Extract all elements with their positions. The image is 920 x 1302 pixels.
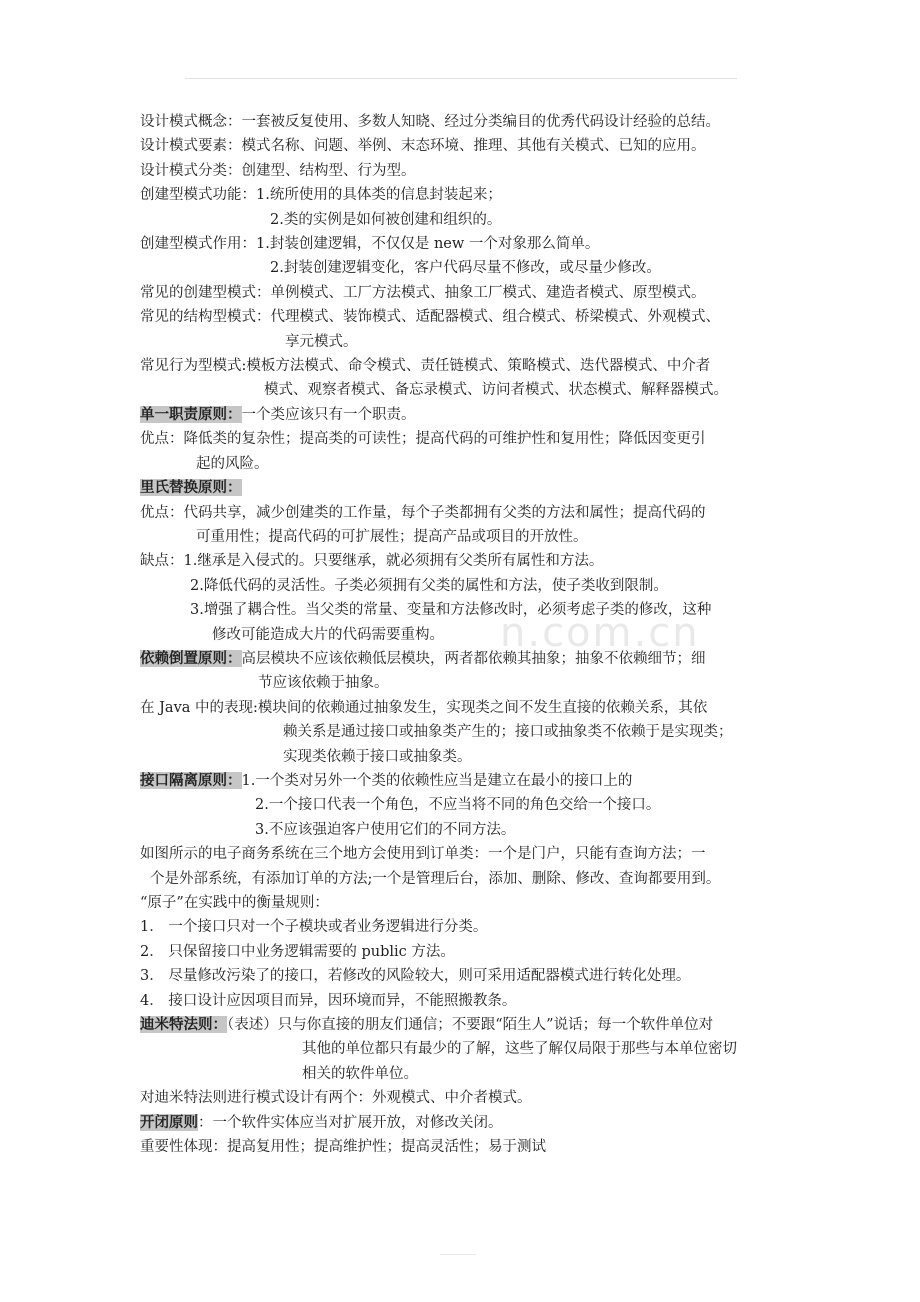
text: 2． 只保留接口中业务逻辑需要的 public 方法。 [140,943,455,960]
text-line [140,1013,790,1037]
text: 节应该依赖于抽象。 [258,675,389,692]
text-line [140,647,790,671]
text: 设计模式概念：一套被反复使用、多数人知晓、经过分类编目的优秀代码设计经验的总结。 [140,114,720,130]
text-line [140,793,790,817]
footer-mark [440,1254,476,1255]
text: 可重用性；提高代码的可扩展性；提高产品或项目的开放性。 [196,528,588,545]
text-line [140,110,790,134]
text: 一个类应该只有一个职责。 [241,406,416,423]
text: 创建型模式功能：1.统所使用的具体类的信息封装起来； [140,187,502,204]
text: 2.类的实例是如何被创建和组织的。 [270,211,502,228]
text: “原子”在实践中的衡量规则： [140,895,329,911]
text: 2.封装创建逻辑变化，客户代码尽量不修改，或尽量少修改。 [270,260,661,277]
ocp-heading: 开闭原则 [140,1113,198,1131]
text: 如图所示的电子商务系统在三个地方会使用到订单类：一个是门户，只能有查询方法；一 [140,846,706,863]
text: 常见的创建型模式：单例模式、工厂方法模式、抽象工厂模式、建造者模式、原型模式。 [140,284,706,301]
text: 实现类依赖于接口或抽象类。 [283,748,472,765]
text: 缺点：1.继承是入侵式的。只要继承，就必须拥有父类所有属性和方法。 [140,553,604,570]
text-line [140,745,790,769]
text-line [140,720,790,744]
text-line [140,501,790,525]
lod-heading: 迪米特法则： [140,1016,227,1034]
text-line [140,525,790,549]
text-line [140,452,790,476]
text-line [140,574,790,598]
text-line [140,989,790,1013]
text-line [140,623,790,647]
text: 设计模式要素：模式名称、问题、举例、末态环境、推理、其他有关模式、已知的应用。 [140,138,706,155]
text: 在 Java 中的表现:模块间的依赖通过抽象发生，实现类之间不发生直接的依赖关系，其依 [140,699,708,716]
text: 高层模块不应该依赖低层模块，两者都依赖其抽象；抽象不依赖细节；细 [241,650,706,667]
text-line [140,232,790,256]
text: 2.一个接口代表一个角色，不应当将不同的角色交给一个接口。 [255,797,661,814]
text-line [140,403,790,427]
text-line [140,134,790,158]
text-line [140,842,790,866]
text: （表述）只与你直接的朋友们通信；不要跟“陌生人”说话；每一个软件单位对 [227,1017,714,1034]
text-line [140,671,790,695]
isp-heading: 接口隔离原则： [140,771,242,789]
text-line [140,208,790,232]
text-line [140,964,790,988]
text-line [140,1111,790,1135]
text: 享元模式。 [285,333,358,350]
text-line [140,183,790,207]
text-line [140,549,790,573]
text: 其他的单位都只有最少的了解，这些了解仅局限于那些与本单位密切 [302,1041,737,1058]
text-line [140,330,790,354]
text-line [140,915,790,939]
text: 创建型模式作用：1.封装创建逻辑，不仅仅是 new 一个对象那么简单。 [140,236,600,253]
text-line [140,281,790,305]
text: 3.增强了耦合性。当父类的常量、变量和方法修改时，必须考虑子类的修改，这种 [190,602,712,619]
text: 常见的结构型模式：代理模式、装饰模式、适配器模式、组合模式、桥梁模式、外观模式、 [140,309,720,326]
text: ：一个软件实体应当对扩展开放，对修改关闭。 [198,1114,503,1131]
text: 3． 尽量修改污染了的接口，若修改的风险较大，则可采用适配器模式进行转化处理。 [140,968,691,985]
text: 赖关系是通过接口或抽象类产生的；接口或抽象类不依赖于是实现类； [283,724,733,741]
text-line [140,427,790,451]
text-line [140,476,790,500]
text: 起的风险。 [196,455,269,472]
text: 个是外部系统，有添加订单的方法;一个是管理后台，添加、删除、修改、查询都要用到。 [150,870,721,887]
dip-heading: 依赖倒置原则： [140,649,242,667]
srp-heading: 单一职责原则： [140,405,242,423]
text: 4． 接口设计应因项目而异，因环境而异，不能照搬教条。 [140,992,517,1009]
text: 1.一个类对另外一个类的依赖性应当是建立在最小的接口上的 [241,772,633,789]
text-line [140,1086,790,1110]
text: 2.降低代码的灵活性。子类必须拥有父类的属性和方法，使子类收到限制。 [190,577,668,594]
text: 修改可能造成大片的代码需要重构。 [212,626,444,643]
text-line [140,256,790,280]
text-line [140,159,790,183]
text-line [140,940,790,964]
header-rule [185,78,737,79]
text: 优点：代码共享，减少创建类的工作量，每个子类都拥有父类的方法和属性；提高代码的 [140,504,706,521]
text-line [140,305,790,329]
text-line [140,867,790,891]
text: 设计模式分类：创建型、结构型、行为型。 [140,162,416,179]
text-line [140,354,790,378]
text-line [140,1135,790,1159]
text: 优点：降低类的复杂性；提高类的可读性；提高代码的可维护性和复用性；降低因变更引 [140,431,706,448]
text-line [140,769,790,793]
document-body [140,110,790,1159]
text-line [140,1037,790,1061]
text: 常见行为型模式:模板方法模式、命令模式、责任链模式、策略模式、迭代器模式、中介者 [140,358,711,375]
text: 重要性体现：提高复用性；提高维护性；提高灵活性；易于测试 [140,1139,546,1156]
text-line [140,1062,790,1086]
text-line [140,891,790,915]
lsp-heading: 里氏替换原则： [140,479,242,497]
text-line [140,696,790,720]
text: 对迪米特法则进行模式设计有两个：外观模式、中介者模式。 [140,1090,532,1107]
text: 模式、观察者模式、备忘录模式、访问者模式、状态模式、解释器模式。 [264,382,728,399]
text: 3.不应该强迫客户使用它们的不同方法。 [255,821,516,838]
text: 相关的软件单位。 [302,1065,418,1082]
text: 1． 一个接口只对一个子模块或者业务逻辑进行分类。 [140,919,488,936]
text-line [140,378,790,402]
watermark: n.com.cn [500,610,700,656]
text-line [140,598,790,622]
text-line [140,818,790,842]
